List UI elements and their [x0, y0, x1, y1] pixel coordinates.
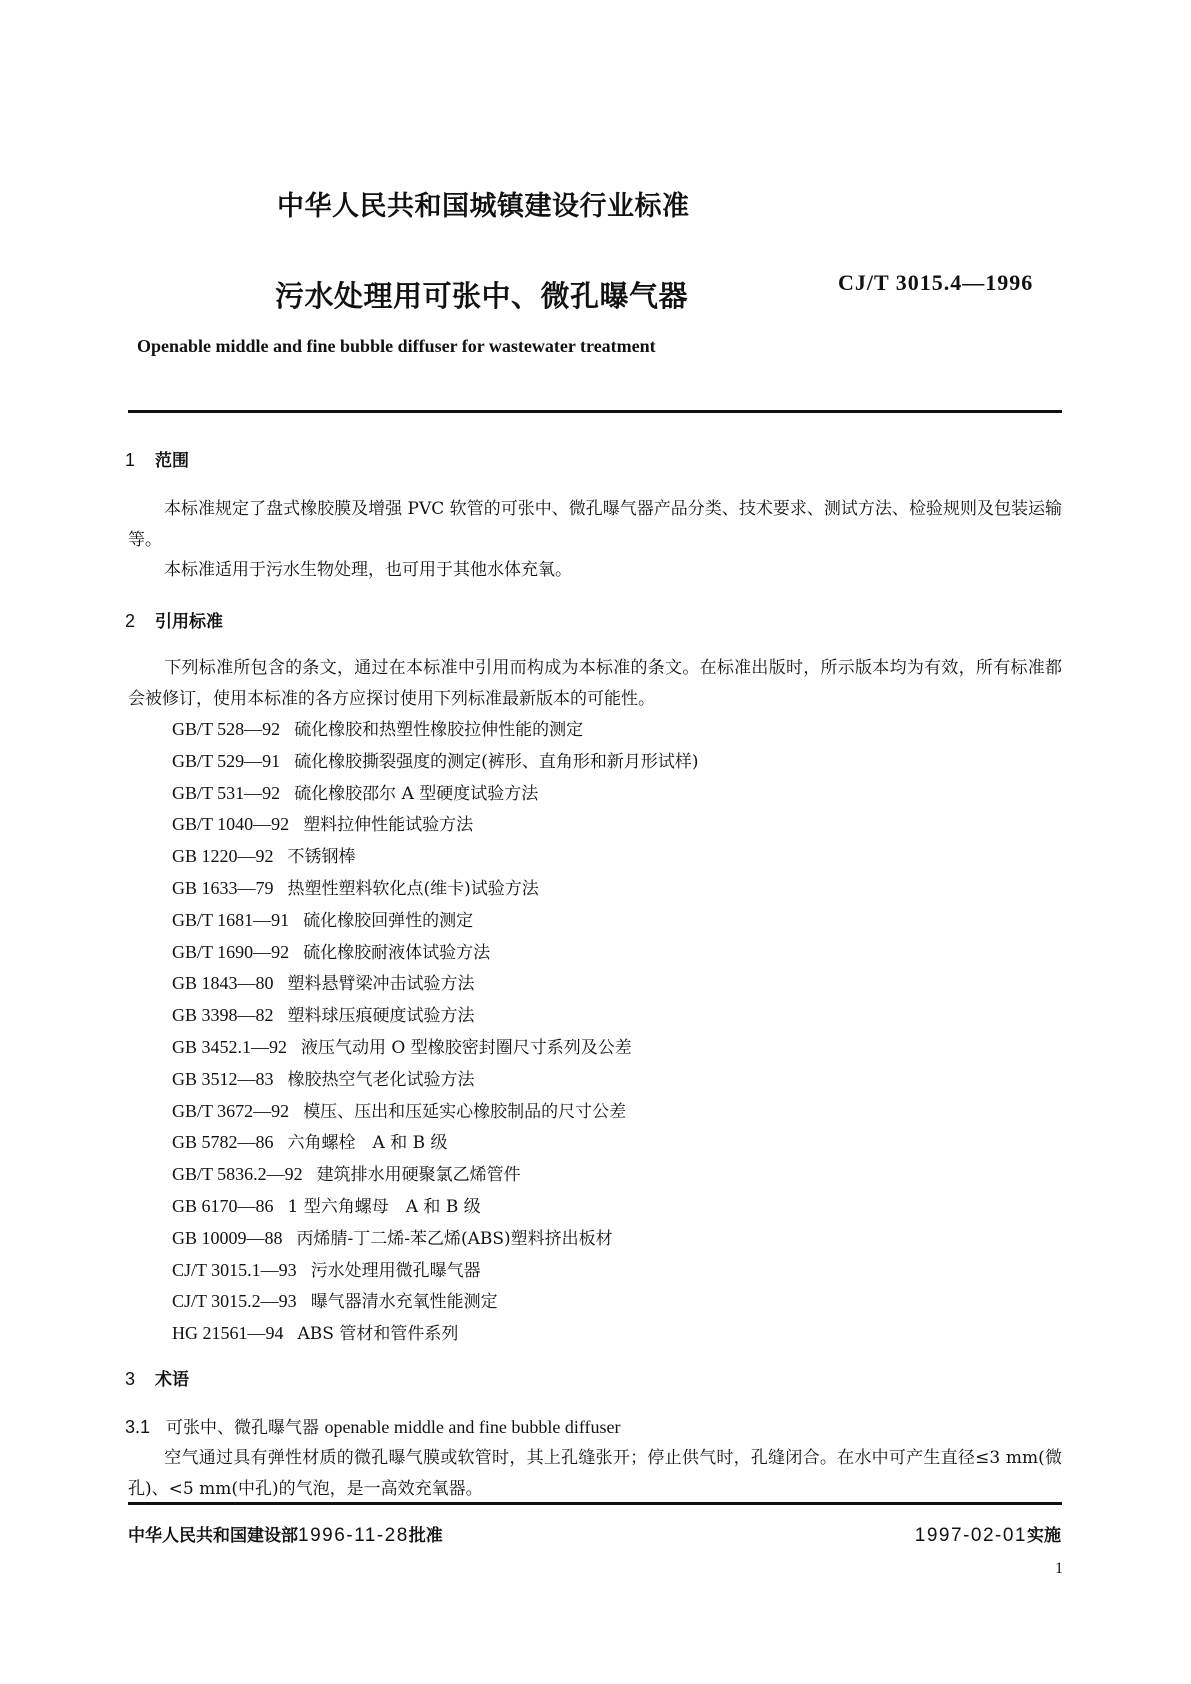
header-divider [128, 410, 1062, 413]
document-title: 污水处理用可张中、微孔曝气器 [275, 279, 689, 313]
references-intro: 下列标准所包含的条文，通过在本标准中引用而构成为本标准的条文。在标准出版时，所示版本均为有效，所有标准都会被修订，使用本标准的各方应探讨使用下列标准最新版本的可能性。 [128, 658, 1062, 709]
reference-item: GB 6170—86 1 型六角螺母 A 和 B 级 [172, 1195, 481, 1217]
effective-label: 实施 [1027, 1526, 1061, 1546]
reference-item: HG 21561—94 ABS 管材和管件系列 [172, 1323, 459, 1345]
english-title: Openable middle and fine bubble diffuser for wastewater treatment [137, 336, 656, 356]
standard-category: 中华人民共和国城镇建设行业标准 [277, 191, 690, 222]
footer-divider [128, 1502, 1062, 1505]
reference-item: GB 1633—79 热塑性塑料软化点(维卡)试验方法 [172, 877, 539, 899]
section-heading-references [125, 607, 223, 632]
reference-item: GB/T 1681—91 硫化橡胶回弹性的测定 [172, 909, 474, 931]
page-number: 1 [1055, 1560, 1063, 1577]
reference-item: GB/T 1040—92 塑料拉伸性能试验方法 [172, 814, 474, 836]
reference-item: GB 1843—80 塑料悬臂梁冲击试验方法 [172, 973, 475, 995]
term-en: openable middle and fine bubble diffuser [324, 1417, 621, 1437]
term-entry [125, 1413, 621, 1438]
approval-line [128, 1521, 443, 1547]
term-definition: 空气通过具有弹性材质的微孔曝气膜或软管时，其上孔缝张开；停止供气时，孔缝闭合。在水中可产生直径≤3 mm(微孔)、<5 mm(中孔)的气泡，是一高效充氧器。 [128, 1448, 1062, 1499]
reference-item: GB/T 5836.2—92 建筑排水用硬聚氯乙烯管件 [172, 1164, 521, 1186]
approval-label: 批准 [408, 1526, 443, 1546]
reference-list [172, 714, 698, 1350]
reference-item: GB 1220—92 不锈钢棒 [172, 846, 356, 868]
reference-item: GB/T 528—92 硫化橡胶和热塑性橡胶拉伸性能的测定 [172, 719, 584, 740]
scope-paragraph-2: 本标准适用于污水生物处理，也可用于其他水体充氧。 [164, 560, 572, 580]
section-title: 引用标准 [155, 612, 223, 632]
reference-item: CJ/T 3015.1—93 污水处理用微孔曝气器 [172, 1259, 481, 1281]
section-heading-terms [125, 1365, 189, 1390]
section-heading-scope [125, 446, 189, 471]
section-number: 2 [125, 611, 136, 631]
term-cn: 可张中、微孔曝气器 [166, 1418, 320, 1438]
section-number: 3 [125, 1369, 136, 1389]
standard-code: CJ/T 3015.4—1996 [838, 270, 1034, 295]
reference-item: GB 3452.1—92 液压气动用 O 型橡胶密封圈尺寸系列及公差 [172, 1036, 632, 1058]
reference-item: GB 3512—83 橡胶热空气老化试验方法 [172, 1068, 475, 1090]
section-title: 范围 [155, 451, 189, 471]
reference-item: GB 5782—86 六角螺栓 A 和 B 级 [172, 1132, 448, 1154]
section-number: 1 [125, 450, 136, 470]
approval-date: 1996-11-28 [298, 1525, 409, 1546]
reference-item: GB 3398—82 塑料球压痕硬度试验方法 [172, 1005, 475, 1027]
effective-date: 1997-02-01 [914, 1525, 1027, 1546]
reference-item: GB/T 3672—92 模压、压出和压延实心橡胶制品的尺寸公差 [172, 1100, 627, 1122]
approval-org: 中华人民共和国建设部 [128, 1526, 298, 1546]
reference-item: GB/T 529—91 硫化橡胶撕裂强度的测定(裤形、直角形和新月形试样) [172, 750, 699, 772]
reference-item: GB/T 531—92 硫化橡胶邵尔 A 型硬度试验方法 [172, 782, 539, 804]
reference-item: GB 10009—88 丙烯腈-丁二烯-苯乙烯(ABS)塑料挤出板材 [172, 1227, 613, 1249]
term-number: 3.1 [125, 1417, 151, 1437]
section-title: 术语 [155, 1370, 189, 1390]
reference-item: GB/T 1690—92 硫化橡胶耐液体试验方法 [172, 941, 491, 963]
reference-item: CJ/T 3015.2—93 曝气器清水充氧性能测定 [172, 1291, 498, 1313]
effective-line [915, 1521, 1061, 1547]
scope-paragraph-1: 本标准规定了盘式橡胶膜及增强 PVC 软管的可张中、微孔曝气器产品分类、技术要求、测试方法、检验规则及包装运输等。 [128, 499, 1062, 550]
